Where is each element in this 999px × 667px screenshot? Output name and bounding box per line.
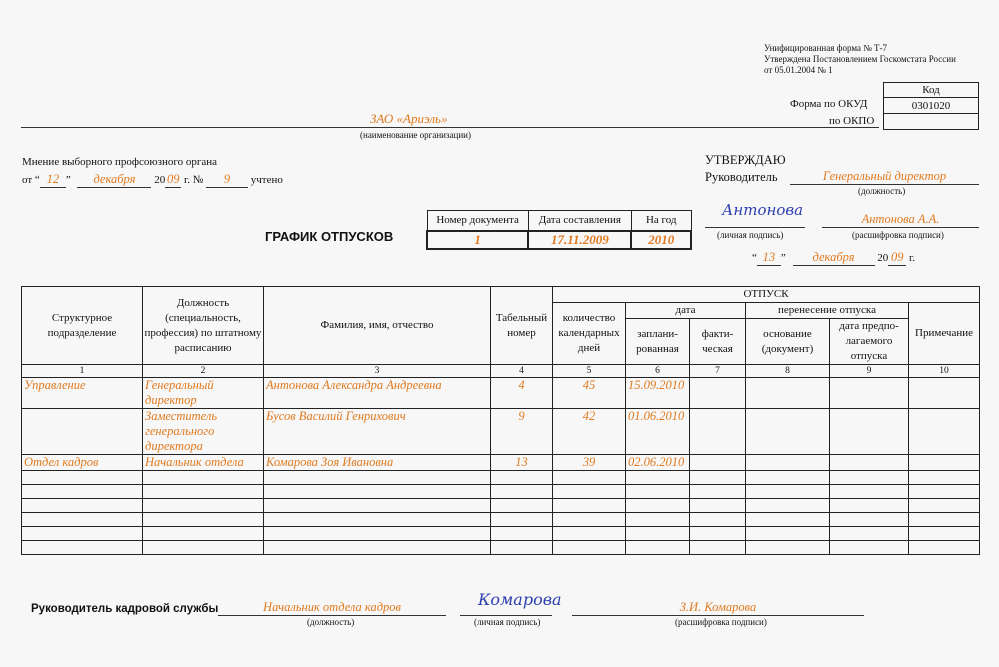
- okud-label: Форма по ОКУД: [790, 98, 868, 110]
- col-header-planned: заплани-рованная: [626, 319, 690, 365]
- col-number: 1: [22, 365, 143, 378]
- quote-open: “: [752, 252, 757, 264]
- year-prefix: 20: [877, 252, 889, 264]
- col-header-position: Должность (специальность, профессия) по штатному расписанию: [143, 287, 264, 365]
- footer-signature-caption: (личная подпись): [474, 617, 541, 627]
- cell-position: Заместитель генерального директора: [143, 409, 264, 455]
- cell-actual: [690, 455, 746, 471]
- approve-position-caption: (должность): [858, 186, 906, 196]
- quote-open: “: [34, 174, 40, 186]
- footer-signature-line: [460, 615, 552, 616]
- cell-days: 39: [553, 455, 626, 471]
- code-header: Код: [884, 83, 979, 98]
- cell-note: [909, 378, 980, 409]
- cell-basis: [746, 455, 830, 471]
- cell-name: Антонова Александра Андреевна: [264, 378, 491, 409]
- quote-close: ”: [780, 252, 786, 264]
- col-header-transfer: перенесение отпуска: [746, 303, 909, 319]
- year-prefix: 20: [154, 174, 166, 186]
- footer-name: З.И. Комарова: [572, 600, 864, 616]
- col-number: 8: [746, 365, 830, 378]
- col-header-date: дата: [626, 303, 746, 319]
- column-number-row: [22, 365, 980, 378]
- cell-expected: [830, 455, 909, 471]
- cell-name: Комарова Зоя Ивановна: [264, 455, 491, 471]
- approve-position: Генеральный директор: [790, 169, 979, 185]
- doc-number-header: Номер документа: [427, 211, 528, 231]
- footer-name-caption: (расшифровка подписи): [675, 617, 767, 627]
- organization-caption: (наименование организации): [360, 130, 471, 140]
- organization-name: ЗАО «Ариэль»: [370, 111, 448, 126]
- approve-title: УТВЕРЖДАЮ: [705, 153, 786, 167]
- doc-year-value: 2010: [631, 231, 691, 249]
- union-opinion-label: Мнение выборного профсоюзного органа: [22, 156, 218, 168]
- col-number: 6: [626, 365, 690, 378]
- union-day: 12: [40, 172, 66, 188]
- vacation-schedule-table: [21, 286, 980, 555]
- col-number: 3: [264, 365, 491, 378]
- okpo-label: по ОКПО: [829, 115, 875, 127]
- approve-day: 13: [757, 250, 781, 266]
- col-header-days: количество календарных дней: [553, 303, 626, 365]
- approve-date: [752, 250, 915, 266]
- approve-year: 09: [888, 250, 906, 266]
- table-row: [22, 455, 980, 471]
- cell-basis: [746, 378, 830, 409]
- table-row: [22, 378, 980, 409]
- approve-month: декабря: [793, 250, 875, 266]
- footer-signature: Комарова: [478, 590, 562, 609]
- approve-name: Антонова А.А.: [822, 212, 979, 228]
- form-note-line: от 05.01.2004 № 1: [764, 65, 833, 75]
- col-number: 5: [553, 365, 626, 378]
- union-number: 9: [206, 172, 248, 188]
- cell-planned: 02.06.2010: [626, 455, 690, 471]
- approve-signature-line: [705, 227, 805, 228]
- col-header-tab: Табельный номер: [491, 287, 553, 365]
- col-number: 10: [909, 365, 980, 378]
- codes-box: [883, 82, 979, 130]
- cell-days: 42: [553, 409, 626, 455]
- g-label: г.: [909, 252, 916, 264]
- doc-date-header: Дата составления: [528, 211, 631, 231]
- quote-close: ”: [65, 174, 71, 186]
- document-info-box: [426, 210, 692, 250]
- col-header-dept: Структурное подразделение: [22, 287, 143, 365]
- col-number: 9: [830, 365, 909, 378]
- cell-expected: [830, 378, 909, 409]
- footer-label: Руководитель кадровой службы: [31, 603, 219, 615]
- union-month: декабря: [77, 172, 151, 188]
- footer-position-caption: (должность): [307, 617, 355, 627]
- cell-note: [909, 409, 980, 455]
- approve-signature-caption: (личная подпись): [717, 230, 784, 240]
- empty-row: [22, 513, 980, 527]
- doc-date-value: 17.11.2009: [528, 231, 631, 249]
- cell-dept: Отдел кадров: [22, 455, 143, 471]
- form-note-line: Унифицированная форма № Т-7: [764, 43, 888, 53]
- g-no-label: г. №: [183, 174, 204, 186]
- approve-signature: Антонова: [722, 201, 804, 219]
- col-header-name: Фамилия, имя, отчество: [264, 287, 491, 365]
- doc-number-value: 1: [427, 231, 528, 249]
- empty-row: [22, 527, 980, 541]
- form-header-note: [764, 43, 956, 76]
- col-number: 7: [690, 365, 746, 378]
- empty-row: [22, 485, 980, 499]
- col-number: 4: [491, 365, 553, 378]
- cell-basis: [746, 409, 830, 455]
- cell-dept: Управление: [22, 378, 143, 409]
- form-note-line: Утверждена Постановлением Госкомстата России: [764, 54, 956, 64]
- cell-dept: [22, 409, 143, 455]
- cell-actual: [690, 409, 746, 455]
- cell-tab: 4: [491, 378, 553, 409]
- cell-note: [909, 455, 980, 471]
- noted-label: учтено: [250, 174, 283, 186]
- empty-row: [22, 499, 980, 513]
- union-year: 09: [166, 172, 180, 186]
- okpo-value: [884, 114, 979, 130]
- document-title: ГРАФИК ОТПУСКОВ: [265, 229, 394, 244]
- cell-days: 45: [553, 378, 626, 409]
- col-header-basis: основание (документ): [746, 319, 830, 365]
- cell-position: Начальник отдела: [143, 455, 264, 471]
- col-header-note: Примечание: [909, 303, 980, 365]
- cell-tab: 9: [491, 409, 553, 455]
- organization-line: [21, 127, 879, 128]
- table-row: [22, 409, 980, 455]
- union-opinion-date: [22, 172, 283, 188]
- empty-row: [22, 541, 980, 555]
- approve-head-label: Руководитель: [705, 170, 778, 184]
- col-header-actual: факти-ческая: [690, 319, 746, 365]
- cell-tab: 13: [491, 455, 553, 471]
- cell-actual: [690, 378, 746, 409]
- col-number: 2: [143, 365, 264, 378]
- approve-name-caption: (расшифровка подписи): [852, 230, 944, 240]
- cell-planned: 15.09.2010: [626, 378, 690, 409]
- empty-row: [22, 471, 980, 485]
- col-header-expected: дата предпо-лагаемого отпуска: [830, 319, 909, 365]
- okud-value: 0301020: [884, 98, 979, 114]
- cell-expected: [830, 409, 909, 455]
- cell-name: Бусов Василий Генрихович: [264, 409, 491, 455]
- cell-planned: 01.06.2010: [626, 409, 690, 455]
- footer-position: Начальник отдела кадров: [218, 600, 446, 616]
- doc-year-header: На год: [631, 211, 691, 231]
- col-header-vacation: ОТПУСК: [553, 287, 980, 303]
- from-label: от: [22, 174, 33, 186]
- cell-position: Генеральный директор: [143, 378, 264, 409]
